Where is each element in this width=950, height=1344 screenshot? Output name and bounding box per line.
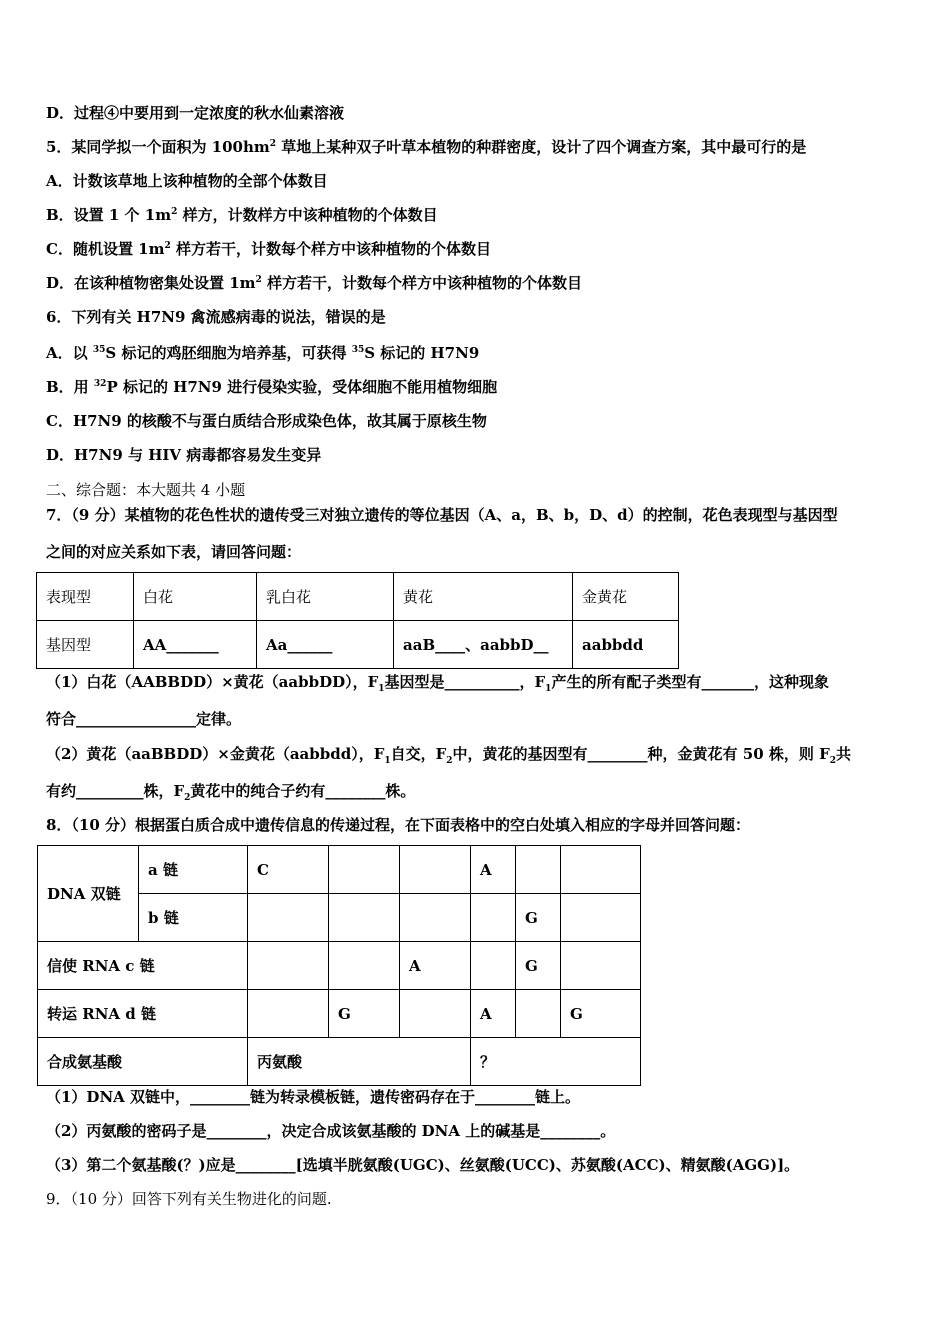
table-cell: aaB____、aabbD__	[394, 621, 573, 669]
table-cell: a 链	[139, 846, 248, 894]
q7-stem-line2: 之间的对应关系如下表，请回答问题：	[46, 543, 302, 561]
q4-option-d: D．过程④中要用到一定浓度的秋水仙素溶液	[46, 104, 345, 122]
table-cell	[561, 894, 641, 942]
table-cell: 金黄花	[573, 573, 679, 621]
q8-stem: 8．（10 分）根据蛋白质合成中遗传信息的传递过程，在下面表格中的空白处填入相应的字母并回答问题：	[46, 816, 751, 834]
table-cell: 黄花	[394, 573, 573, 621]
table-cell: C	[248, 846, 329, 894]
table-cell	[329, 894, 400, 942]
q5-option-a: A．计数该草地上该种植物的全部个体数目	[46, 172, 328, 190]
q6-stem: 6．下列有关 H7N9 禽流感病毒的说法，错误的是	[46, 308, 386, 326]
q7-part1-line1: （1）白花（AABBDD）×黄花（aabbDD），$F_1$基因型是__________，$F_1$产生的所有配子类型有_______，这种现象	[46, 673, 829, 694]
table-cell: 丙氨酸	[248, 1038, 471, 1086]
table-cell	[329, 846, 400, 894]
table-row	[38, 990, 641, 1038]
table-cell	[471, 894, 516, 942]
gene-expression-table	[37, 845, 641, 1086]
q6-option-c: C．H7N9 的核酸不与蛋白质结合形成染色体，故其属于原核生物	[46, 412, 487, 430]
table-row	[38, 942, 641, 990]
table-cell	[516, 846, 561, 894]
table-cell: 表现型	[37, 573, 134, 621]
table-cell	[516, 990, 561, 1038]
table-cell: G	[561, 990, 641, 1038]
table-cell: DNA 双链	[38, 846, 139, 942]
table-cell: aabbdd	[573, 621, 679, 669]
q7-stem-line1: 7．（9 分）某植物的花色性状的遗传受三对独立遗传的等位基因（A、a，B、b，D、d）的控制，花色表现型与基因型	[46, 506, 838, 524]
phenotype-genotype-table	[36, 572, 679, 669]
table-cell	[248, 894, 329, 942]
table-cell	[471, 942, 516, 990]
table-cell: 合成氨基酸	[38, 1038, 248, 1086]
table-cell: Aa______	[257, 621, 394, 669]
table-cell: b 链	[139, 894, 248, 942]
table-cell	[400, 894, 471, 942]
table-cell: G	[329, 990, 400, 1038]
table-row	[38, 1038, 641, 1086]
table-cell: 信使 RNA c 链	[38, 942, 248, 990]
q5-stem: 5．某同学拟一个面积为 $100hm^2$ 草地上某种双子叶草本植物的种群密度，设计了四个调查方案，其中最可行的是	[46, 138, 807, 156]
table-cell	[248, 990, 329, 1038]
q5-option-d: D．在该种植物密集处设置 $1m^2$ 样方若干，计数每个样方中该种植物的个体数目	[46, 274, 583, 292]
table-cell: G	[516, 894, 561, 942]
table-cell	[561, 846, 641, 894]
table-row	[37, 573, 679, 621]
q5-option-b: B．设置 1 个 $1m^2$ 样方，计数样方中该种植物的个体数目	[46, 206, 438, 224]
q8-part1: （1）DNA 双链中，________链为转录模板链，遗传密码存在于________链上。	[46, 1088, 581, 1106]
table-cell	[400, 990, 471, 1038]
q9-stem: 9．（10 分）回答下列有关生物进化的问题.	[46, 1190, 332, 1208]
table-cell	[329, 942, 400, 990]
table-cell: AA_______	[134, 621, 257, 669]
q8-part3: （3）第二个氨基酸(？)应是________[选填半胱氨酸(UGC)、丝氨酸(UCC)、苏氨酸(ACC)、精氨酸(AGG)]。	[46, 1156, 800, 1174]
table-cell: A	[400, 942, 471, 990]
q7-part1-line2: 符合________________定律。	[46, 710, 242, 728]
q7-part2-line1: （2）黄花（aaBBDD）×金黄花（aabbdd），$F_1$自交，$F_2$中，黄花的基因型有________种，金黄花有 50 株，则 $F_2$共	[46, 745, 852, 766]
q7-part2-line2: 有约_________株，$F_2$黄花中的纯合子约有________株。	[46, 782, 416, 803]
table-cell: G	[516, 942, 561, 990]
table-cell	[561, 942, 641, 990]
q6-option-b: B．用 $^{32}$P 标记的 H7N9 进行侵染实验，受体细胞不能用植物细胞	[46, 378, 498, 396]
q6-option-a: A．以 $^{35}$S 标记的鸡胚细胞为培养基，可获得 $^{35}$S 标记的 H7N9	[46, 344, 480, 362]
table-cell	[400, 846, 471, 894]
table-cell: 白花	[134, 573, 257, 621]
table-cell: 乳白花	[257, 573, 394, 621]
q5-option-c: C．随机设置 $1m^2$ 样方若干，计数每个样方中该种植物的个体数目	[46, 240, 491, 258]
table-row	[37, 621, 679, 669]
table-cell: 基因型	[37, 621, 134, 669]
q8-part2: （2）丙氨酸的密码子是________，决定合成该氨基酸的 DNA 上的碱基是________。	[46, 1122, 616, 1140]
table-cell: 转运 RNA d 链	[38, 990, 248, 1038]
section-heading: 二、综合题：本大题共 4 小题	[46, 481, 246, 499]
table-cell: A	[471, 990, 516, 1038]
table-cell: A	[471, 846, 516, 894]
table-cell: ？	[471, 1038, 641, 1086]
q6-option-d: D．H7N9 与 HIV 病毒都容易发生变异	[46, 446, 322, 464]
table-row	[38, 846, 641, 894]
table-cell	[248, 942, 329, 990]
